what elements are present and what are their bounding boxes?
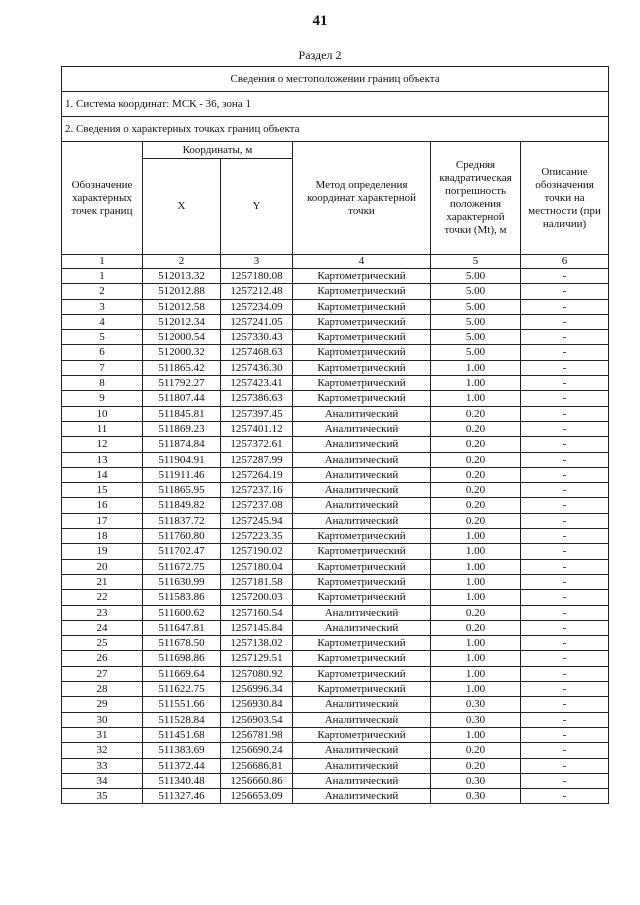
description: - <box>521 697 609 712</box>
method: Картометрический <box>293 559 431 574</box>
method: Картометрический <box>293 391 431 406</box>
coord-x: 511669.64 <box>143 666 221 681</box>
error: 5.00 <box>431 330 521 345</box>
coord-y: 1256660.86 <box>221 773 293 788</box>
point-number: 21 <box>62 574 143 589</box>
coord-x: 511340.48 <box>143 773 221 788</box>
description: - <box>521 620 609 635</box>
error: 1.00 <box>431 360 521 375</box>
coord-y: 1256903.54 <box>221 712 293 727</box>
description: - <box>521 314 609 329</box>
error: 0.30 <box>431 697 521 712</box>
description: - <box>521 437 609 452</box>
error: 5.00 <box>431 269 521 284</box>
error: 1.00 <box>431 391 521 406</box>
coord-x: 512012.58 <box>143 299 221 314</box>
method: Аналитический <box>293 712 431 727</box>
point-number: 35 <box>62 789 143 804</box>
error: 0.20 <box>431 452 521 467</box>
table-row <box>62 406 609 421</box>
header-coordinates: Координаты, м <box>143 142 293 159</box>
coord-x: 512000.32 <box>143 345 221 360</box>
table-row <box>62 758 609 773</box>
error: 0.20 <box>431 437 521 452</box>
error: 0.20 <box>431 513 521 528</box>
description: - <box>521 330 609 345</box>
point-number: 4 <box>62 314 143 329</box>
table-row <box>62 391 609 406</box>
coord-y: 1257223.35 <box>221 529 293 544</box>
method: Картометрический <box>293 330 431 345</box>
method: Аналитический <box>293 498 431 513</box>
point-number: 13 <box>62 452 143 467</box>
boundary-points-table <box>61 66 609 804</box>
method: Аналитический <box>293 620 431 635</box>
error: 0.20 <box>431 483 521 498</box>
coord-x: 511874.84 <box>143 437 221 452</box>
coord-x: 511849.82 <box>143 498 221 513</box>
method: Аналитический <box>293 467 431 482</box>
coordinate-system-line: 1. Система координат: МСК - 36, зона 1 <box>62 92 609 117</box>
coord-x: 511622.75 <box>143 682 221 697</box>
error: 1.00 <box>431 636 521 651</box>
table-row <box>62 314 609 329</box>
point-number: 34 <box>62 773 143 788</box>
error: 0.20 <box>431 605 521 620</box>
method: Аналитический <box>293 758 431 773</box>
table-row <box>62 666 609 681</box>
error: 5.00 <box>431 345 521 360</box>
coord-y: 1257436.30 <box>221 360 293 375</box>
error: 0.20 <box>431 620 521 635</box>
table-row <box>62 483 609 498</box>
coord-x: 511698.86 <box>143 651 221 666</box>
header-error: Средняя квадратическая погрешность положения характерной точки (Mt), м <box>431 142 521 255</box>
coord-x: 512013.32 <box>143 269 221 284</box>
coord-y: 1257138.02 <box>221 636 293 651</box>
point-number: 11 <box>62 421 143 436</box>
point-number: 19 <box>62 544 143 559</box>
table-row <box>62 636 609 651</box>
point-number: 31 <box>62 727 143 742</box>
description: - <box>521 360 609 375</box>
table-row <box>62 467 609 482</box>
table-row <box>62 284 609 299</box>
method: Картометрический <box>293 299 431 314</box>
point-number: 18 <box>62 529 143 544</box>
method: Аналитический <box>293 697 431 712</box>
coord-x: 511372.44 <box>143 758 221 773</box>
error: 0.20 <box>431 421 521 436</box>
error: 0.20 <box>431 406 521 421</box>
coord-y: 1257245.94 <box>221 513 293 528</box>
point-number: 10 <box>62 406 143 421</box>
point-number: 24 <box>62 620 143 635</box>
coord-y: 1257237.16 <box>221 483 293 498</box>
coord-x: 511807.44 <box>143 391 221 406</box>
error: 1.00 <box>431 544 521 559</box>
error: 0.20 <box>431 467 521 482</box>
table-row <box>62 544 609 559</box>
point-number: 25 <box>62 636 143 651</box>
method: Аналитический <box>293 605 431 620</box>
coord-y: 1257287.99 <box>221 452 293 467</box>
table-row <box>62 773 609 788</box>
coord-y: 1256690.24 <box>221 743 293 758</box>
coord-y: 1257181.58 <box>221 574 293 589</box>
coord-x: 511869.23 <box>143 421 221 436</box>
coord-x: 511630.99 <box>143 574 221 589</box>
description: - <box>521 743 609 758</box>
point-number: 26 <box>62 651 143 666</box>
coord-y: 1257212.48 <box>221 284 293 299</box>
table-row <box>62 330 609 345</box>
column-number-row <box>62 255 609 269</box>
description: - <box>521 284 609 299</box>
method: Аналитический <box>293 789 431 804</box>
table-row <box>62 605 609 620</box>
error: 1.00 <box>431 666 521 681</box>
coord-y: 1256930.84 <box>221 697 293 712</box>
point-number: 3 <box>62 299 143 314</box>
coord-x: 511383.69 <box>143 743 221 758</box>
point-number: 32 <box>62 743 143 758</box>
table-row <box>62 743 609 758</box>
error: 1.00 <box>431 682 521 697</box>
description: - <box>521 773 609 788</box>
description: - <box>521 498 609 513</box>
description: - <box>521 590 609 605</box>
coord-x: 512012.88 <box>143 284 221 299</box>
description: - <box>521 406 609 421</box>
coord-x: 511551.66 <box>143 697 221 712</box>
error: 0.30 <box>431 789 521 804</box>
table-row <box>62 712 609 727</box>
description: - <box>521 513 609 528</box>
error: 0.30 <box>431 773 521 788</box>
description: - <box>521 421 609 436</box>
header-description: Описание обозначения точки на местности (при наличии) <box>521 142 609 255</box>
description: - <box>521 666 609 681</box>
error: 5.00 <box>431 284 521 299</box>
column-number: 5 <box>431 255 521 269</box>
error: 0.20 <box>431 743 521 758</box>
point-number: 28 <box>62 682 143 697</box>
coord-x: 511837.72 <box>143 513 221 528</box>
error: 5.00 <box>431 314 521 329</box>
table-row <box>62 513 609 528</box>
section-label: Раздел 2 <box>298 48 342 62</box>
coord-y: 1257330.43 <box>221 330 293 345</box>
coord-y: 1257180.04 <box>221 559 293 574</box>
method: Картометрический <box>293 727 431 742</box>
method: Картометрический <box>293 666 431 681</box>
point-number: 30 <box>62 712 143 727</box>
coord-x: 511792.27 <box>143 376 221 391</box>
header-method: Метод определения координат характерной точки <box>293 142 431 255</box>
coord-y: 1257145.84 <box>221 620 293 635</box>
table-title: Сведения о местоположении границ объекта <box>62 67 609 92</box>
table-row <box>62 651 609 666</box>
method: Картометрический <box>293 651 431 666</box>
page-number: 41 <box>312 13 328 29</box>
coord-x: 511583.86 <box>143 590 221 605</box>
point-number: 20 <box>62 559 143 574</box>
error: 1.00 <box>431 651 521 666</box>
method: Картометрический <box>293 314 431 329</box>
description: - <box>521 467 609 482</box>
point-number: 9 <box>62 391 143 406</box>
description: - <box>521 345 609 360</box>
coord-y: 1257423.41 <box>221 376 293 391</box>
description: - <box>521 299 609 314</box>
point-number: 17 <box>62 513 143 528</box>
method: Аналитический <box>293 437 431 452</box>
coord-y: 1257401.12 <box>221 421 293 436</box>
coord-y: 1257160.54 <box>221 605 293 620</box>
points-section-line: 2. Сведения о характерных точках границ объекта <box>62 117 609 142</box>
point-number: 7 <box>62 360 143 375</box>
coord-y: 1256686.81 <box>221 758 293 773</box>
point-number: 29 <box>62 697 143 712</box>
coord-x: 511647.81 <box>143 620 221 635</box>
point-number: 15 <box>62 483 143 498</box>
method: Аналитический <box>293 513 431 528</box>
coord-y: 1257241.05 <box>221 314 293 329</box>
column-number: 2 <box>143 255 221 269</box>
method: Картометрический <box>293 284 431 299</box>
table-row <box>62 345 609 360</box>
coord-x: 512000.54 <box>143 330 221 345</box>
coord-x: 511672.75 <box>143 559 221 574</box>
table-row <box>62 789 609 804</box>
coord-x: 512012.34 <box>143 314 221 329</box>
table-row <box>62 529 609 544</box>
coord-y: 1257386.63 <box>221 391 293 406</box>
coord-x: 511678.50 <box>143 636 221 651</box>
coord-y: 1257200.03 <box>221 590 293 605</box>
description: - <box>521 391 609 406</box>
table-row <box>62 269 609 284</box>
coord-y: 1256653.09 <box>221 789 293 804</box>
column-number: 6 <box>521 255 609 269</box>
table-row <box>62 574 609 589</box>
point-number: 5 <box>62 330 143 345</box>
table-row <box>62 421 609 436</box>
description: - <box>521 651 609 666</box>
point-number: 14 <box>62 467 143 482</box>
description: - <box>521 269 609 284</box>
table-row <box>62 590 609 605</box>
coord-x: 511702.47 <box>143 544 221 559</box>
coord-y: 1257264.19 <box>221 467 293 482</box>
method: Картометрический <box>293 529 431 544</box>
method: Аналитический <box>293 406 431 421</box>
error: 1.00 <box>431 559 521 574</box>
point-number: 1 <box>62 269 143 284</box>
method: Картометрический <box>293 376 431 391</box>
coord-y: 1257180.08 <box>221 269 293 284</box>
method: Картометрический <box>293 590 431 605</box>
method: Картометрический <box>293 574 431 589</box>
coord-x: 511528.84 <box>143 712 221 727</box>
coord-x: 511327.46 <box>143 789 221 804</box>
error: 1.00 <box>431 590 521 605</box>
table-row <box>62 498 609 513</box>
method: Картометрический <box>293 345 431 360</box>
error: 0.30 <box>431 712 521 727</box>
error: 1.00 <box>431 529 521 544</box>
method: Картометрический <box>293 269 431 284</box>
coord-y: 1257237.08 <box>221 498 293 513</box>
table-row <box>62 360 609 375</box>
method: Аналитический <box>293 773 431 788</box>
table-row <box>62 682 609 697</box>
method: Аналитический <box>293 452 431 467</box>
table-row <box>62 376 609 391</box>
table-row <box>62 620 609 635</box>
error: 1.00 <box>431 727 521 742</box>
column-number: 3 <box>221 255 293 269</box>
point-number: 16 <box>62 498 143 513</box>
table-row <box>62 727 609 742</box>
coord-y: 1257397.45 <box>221 406 293 421</box>
header-y: Y <box>221 159 293 255</box>
error: 0.20 <box>431 498 521 513</box>
description: - <box>521 636 609 651</box>
description: - <box>521 682 609 697</box>
coord-x: 511845.81 <box>143 406 221 421</box>
coord-x: 511865.42 <box>143 360 221 375</box>
coord-y: 1256781.98 <box>221 727 293 742</box>
coord-y: 1256996.34 <box>221 682 293 697</box>
header-designation: Обозначение характерных точек границ <box>62 142 143 255</box>
description: - <box>521 544 609 559</box>
table-row <box>62 559 609 574</box>
coord-y: 1257234.09 <box>221 299 293 314</box>
point-number: 8 <box>62 376 143 391</box>
point-number: 27 <box>62 666 143 681</box>
description: - <box>521 727 609 742</box>
error: 1.00 <box>431 574 521 589</box>
point-number: 23 <box>62 605 143 620</box>
error: 1.00 <box>431 376 521 391</box>
point-number: 33 <box>62 758 143 773</box>
method: Картометрический <box>293 544 431 559</box>
coord-x: 511904.91 <box>143 452 221 467</box>
method: Аналитический <box>293 421 431 436</box>
description: - <box>521 712 609 727</box>
coord-y: 1257190.02 <box>221 544 293 559</box>
description: - <box>521 574 609 589</box>
coord-y: 1257080.92 <box>221 666 293 681</box>
description: - <box>521 483 609 498</box>
method: Аналитический <box>293 743 431 758</box>
coord-y: 1257372.61 <box>221 437 293 452</box>
method: Картометрический <box>293 636 431 651</box>
column-number: 4 <box>293 255 431 269</box>
coord-x: 511911.46 <box>143 467 221 482</box>
description: - <box>521 789 609 804</box>
error: 0.20 <box>431 758 521 773</box>
description: - <box>521 529 609 544</box>
point-number: 22 <box>62 590 143 605</box>
table-row <box>62 299 609 314</box>
description: - <box>521 559 609 574</box>
description: - <box>521 758 609 773</box>
method: Картометрический <box>293 682 431 697</box>
header-x: X <box>143 159 221 255</box>
error: 5.00 <box>431 299 521 314</box>
column-number: 1 <box>62 255 143 269</box>
description: - <box>521 605 609 620</box>
method: Аналитический <box>293 483 431 498</box>
coord-x: 511760.80 <box>143 529 221 544</box>
description: - <box>521 452 609 467</box>
coord-y: 1257129.51 <box>221 651 293 666</box>
coord-y: 1257468.63 <box>221 345 293 360</box>
table-row <box>62 697 609 712</box>
point-number: 6 <box>62 345 143 360</box>
coord-x: 511600.62 <box>143 605 221 620</box>
table-row <box>62 437 609 452</box>
table-row <box>62 452 609 467</box>
coord-x: 511451.68 <box>143 727 221 742</box>
description: - <box>521 376 609 391</box>
method: Картометрический <box>293 360 431 375</box>
point-number: 2 <box>62 284 143 299</box>
coord-x: 511865.95 <box>143 483 221 498</box>
point-number: 12 <box>62 437 143 452</box>
